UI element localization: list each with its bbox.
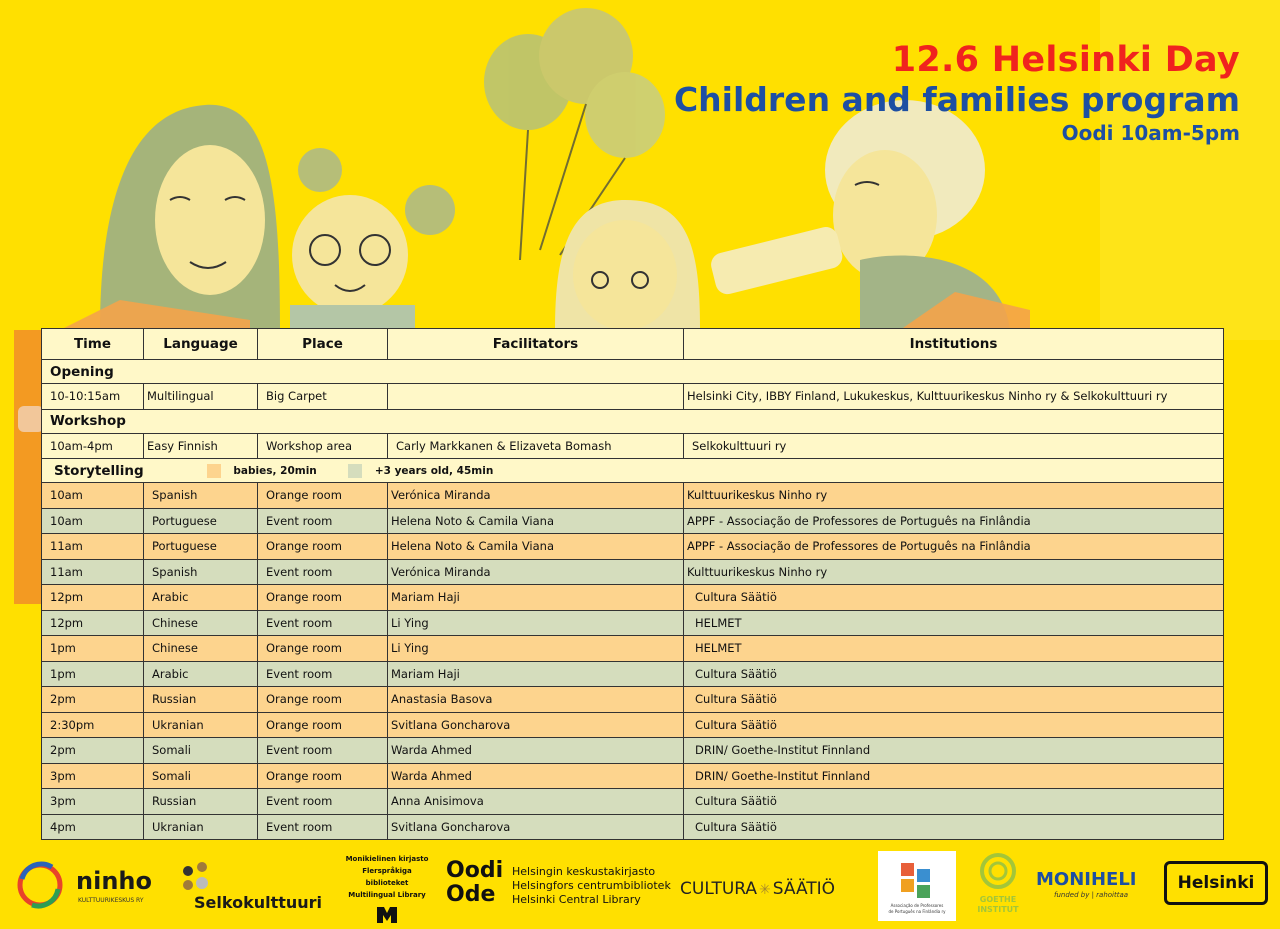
venue-time: Oodi 10am-5pm [1061, 121, 1240, 145]
selko-dots-icon [180, 861, 212, 895]
cell-language: Arabic [144, 585, 258, 611]
table-row [42, 585, 1224, 611]
cell-language: Spanish [144, 559, 258, 585]
cell-institutions: DRIN/ Goethe-Institut Finnland [684, 738, 1224, 764]
legend-swatch-green [348, 464, 362, 478]
goethe-word: GOETHE [979, 895, 1017, 904]
cell-place: Orange room [258, 763, 388, 789]
cell-place: Event room [258, 814, 388, 840]
cell-institutions: Cultura Säätiö [684, 712, 1224, 738]
moniheli-logo [1036, 869, 1154, 909]
storytelling-header-cell [42, 459, 1224, 483]
cell-time: 2:30pm [42, 712, 144, 738]
section-title: Opening [42, 360, 1224, 384]
table-row [42, 738, 1224, 764]
cell-language: Spanish [144, 483, 258, 509]
ninho-ring-icon [12, 859, 68, 911]
oodi-logo [446, 858, 671, 911]
cell-time: 12pm [42, 610, 144, 636]
section-workshop [42, 409, 1224, 433]
ode-word: Ode [446, 882, 496, 907]
saatio-word: SÄÄTIÖ [772, 879, 836, 899]
cell-language: Russian [144, 687, 258, 713]
cell-time: 3pm [42, 763, 144, 789]
cell-place: Event room [258, 508, 388, 534]
cell-language: Russian [144, 789, 258, 815]
selko-name: Selkokulttuuri [194, 893, 323, 912]
title-block [674, 40, 1240, 146]
helsinki-logo [1164, 861, 1268, 905]
moniheli-subtitle: funded by | rahoittaa [1054, 891, 1129, 899]
header-institutions: Institutions [684, 329, 1224, 360]
table-row [42, 508, 1224, 534]
cell-language: Arabic [144, 661, 258, 687]
appf-subtitle-2: de Português na Finlândia ry [888, 909, 946, 914]
cell-time: 1pm [42, 661, 144, 687]
cell-language: Chinese [144, 636, 258, 662]
cell-institutions: Helsinki City, IBBY Finland, Lukukeskus, Kulttuurikeskus Ninho ry & Selkokulttuuri ry [684, 384, 1224, 410]
oodi-line2: Helsingfors centrumbibliotek [512, 879, 671, 892]
cell-time: 11am [42, 559, 144, 585]
table-row [42, 534, 1224, 560]
header-place: Place [258, 329, 388, 360]
cell-facilitators: Helena Noto & Camila Viana [388, 534, 684, 560]
cell-place: Event room [258, 559, 388, 585]
cultura-word: CULTURA [680, 879, 758, 899]
cell-time: 10am [42, 483, 144, 509]
goethe-circle-icon [978, 851, 1018, 891]
cell-language: Portuguese [144, 534, 258, 560]
cell-language: Somali [144, 763, 258, 789]
cell-institutions: Cultura Säätiö [684, 585, 1224, 611]
sponsor-logos [0, 845, 1280, 927]
cell-institutions: Selkokulttuuri ry [684, 433, 1224, 459]
cell-language: Multilingual [144, 384, 258, 410]
goethe-institut-logo [970, 851, 1026, 925]
cell-place: Orange room [258, 585, 388, 611]
cell-facilitators: Verónica Miranda [388, 483, 684, 509]
table-row [42, 789, 1224, 815]
appf-logo [878, 851, 956, 921]
library-m-icon [376, 905, 398, 925]
cell-language: Easy Finnish [144, 433, 258, 459]
header-facilitators: Facilitators [388, 329, 684, 360]
girl-glasses-illustration [290, 148, 455, 335]
cell-facilitators: Carly Markkanen & Elizaveta Bomash [388, 433, 684, 459]
cell-institutions: Cultura Säätiö [684, 814, 1224, 840]
table-row [42, 610, 1224, 636]
legend-swatch-orange [207, 464, 221, 478]
table-row [42, 712, 1224, 738]
section-opening [42, 360, 1224, 384]
cell-facilitators: Svitlana Goncharova [388, 712, 684, 738]
cell-facilitators: Mariam Haji [388, 585, 684, 611]
mk-line1: Monikielinen kirjasto [345, 855, 429, 863]
cell-institutions: Cultura Säätiö [684, 661, 1224, 687]
decorative-orange-book-edge [14, 330, 42, 604]
multilingual-library-logo [342, 853, 432, 923]
table-row [42, 687, 1224, 713]
table-row [42, 384, 1224, 410]
program-table [41, 328, 1224, 840]
mk-line2: Flerspråkiga biblioteket [362, 867, 412, 887]
cell-place: Event room [258, 610, 388, 636]
table-row [42, 483, 1224, 509]
sun-icon: ✳ [759, 882, 771, 898]
cell-time: 10am [42, 508, 144, 534]
cell-institutions: Kulttuurikeskus Ninho ry [684, 483, 1224, 509]
table-row [42, 559, 1224, 585]
oodi-word: Oodi [446, 858, 504, 883]
cell-language: Portuguese [144, 508, 258, 534]
storytelling-rows [42, 483, 1224, 840]
cultura-saatio-logo [680, 879, 865, 903]
table-row [42, 661, 1224, 687]
ninho-subtitle: KULTTUURIKESKUS RY [78, 897, 144, 904]
cell-institutions: Kulttuurikeskus Ninho ry [684, 559, 1224, 585]
cell-time: 1pm [42, 636, 144, 662]
ninho-logo [12, 859, 172, 911]
cell-facilitators: Warda Ahmed [388, 738, 684, 764]
cell-place: Orange room [258, 712, 388, 738]
cell-language: Ukranian [144, 712, 258, 738]
helsinki-word: Helsinki [1177, 873, 1255, 893]
institut-word: INSTITUT [977, 905, 1019, 914]
cell-language: Ukranian [144, 814, 258, 840]
cell-time: 10am-4pm [42, 433, 144, 459]
cell-language: Somali [144, 738, 258, 764]
section-title: Workshop [42, 409, 1224, 433]
cell-time: 12pm [42, 585, 144, 611]
cell-facilitators: Warda Ahmed [388, 763, 684, 789]
cell-facilitators: Li Ying [388, 636, 684, 662]
cell-institutions: APPF - Associação de Professores de Português na Finlândia [684, 534, 1224, 560]
event-title: 12.6 Helsinki Day [891, 40, 1240, 80]
program-title: Children and families program [673, 80, 1240, 119]
cell-institutions: HELMET [684, 610, 1224, 636]
selkokulttuuri-logo [180, 859, 330, 915]
oodi-line1: Helsingin keskustakirjasto [512, 865, 656, 878]
cell-institutions: APPF - Associação de Professores de Português na Finlândia [684, 508, 1224, 534]
cell-time: 10-10:15am [42, 384, 144, 410]
cell-institutions: Cultura Säätiö [684, 789, 1224, 815]
cell-place: Event room [258, 661, 388, 687]
cell-facilitators [388, 384, 684, 410]
appf-subtitle-1: Associação de Professores [890, 903, 944, 908]
header-time: Time [42, 329, 144, 360]
cell-place: Event room [258, 738, 388, 764]
girl-long-hair-illustration [555, 200, 700, 330]
table-row [42, 433, 1224, 459]
woman-illustration [100, 105, 280, 330]
cell-facilitators: Helena Noto & Camila Viana [388, 508, 684, 534]
header-language: Language [144, 329, 258, 360]
oodi-line3: Helsinki Central Library [512, 893, 641, 906]
legend-label-babies: babies, 20min [233, 464, 317, 477]
cell-facilitators: Mariam Haji [388, 661, 684, 687]
cell-time: 2pm [42, 738, 144, 764]
cell-place: Orange room [258, 687, 388, 713]
legend-label-kids: +3 years old, 45min [374, 464, 494, 477]
moniheli-word: MONIHELI [1036, 869, 1137, 890]
cell-time: 4pm [42, 814, 144, 840]
cell-time: 2pm [42, 687, 144, 713]
cell-place: Workshop area [258, 433, 388, 459]
cell-facilitators: Verónica Miranda [388, 559, 684, 585]
ninho-name: ninho [76, 867, 152, 895]
cell-institutions: HELMET [684, 636, 1224, 662]
cell-place: Big Carpet [258, 384, 388, 410]
cell-institutions: DRIN/ Goethe-Institut Finnland [684, 763, 1224, 789]
table-row [42, 636, 1224, 662]
cell-place: Orange room [258, 636, 388, 662]
cell-facilitators: Anna Anisimova [388, 789, 684, 815]
cell-facilitators: Anastasia Basova [388, 687, 684, 713]
table-row [42, 814, 1224, 840]
cell-time: 11am [42, 534, 144, 560]
cell-place: Event room [258, 789, 388, 815]
appf-squares-icon [897, 861, 937, 901]
cell-institutions: Cultura Säätiö [684, 687, 1224, 713]
cell-facilitators: Svitlana Goncharova [388, 814, 684, 840]
cell-facilitators: Li Ying [388, 610, 684, 636]
mk-line3: Multilingual Library [348, 891, 426, 899]
cell-place: Orange room [258, 483, 388, 509]
cell-time: 3pm [42, 789, 144, 815]
table-row [42, 763, 1224, 789]
cell-language: Chinese [144, 610, 258, 636]
section-storytelling [42, 459, 1224, 483]
section-title: Storytelling [54, 462, 144, 479]
table-header-row [42, 329, 1224, 360]
cell-place: Orange room [258, 534, 388, 560]
